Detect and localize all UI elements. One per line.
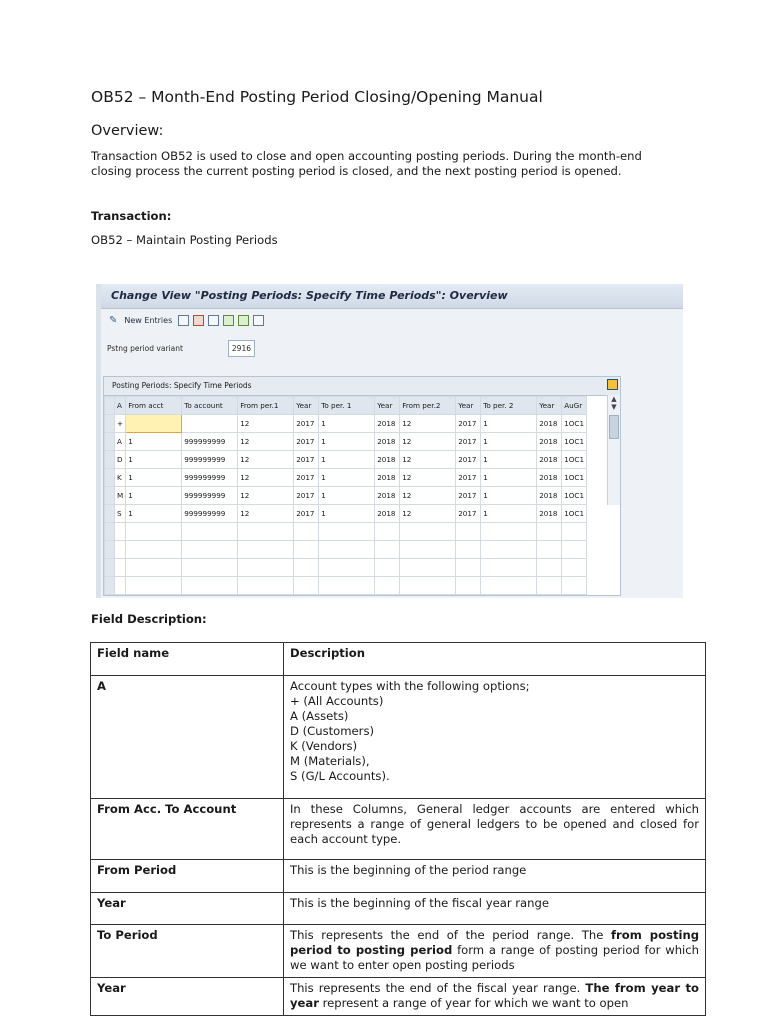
option-line: M (Materials), (290, 754, 370, 768)
field-name: Year (91, 978, 284, 1016)
row-selector[interactable] (105, 451, 115, 469)
grid-cell[interactable]: 999999999 (182, 433, 238, 451)
grid-cell[interactable]: 2017 (456, 469, 481, 487)
grid-cell[interactable]: D (115, 451, 126, 469)
row-selector[interactable] (105, 415, 115, 433)
col-header: To per. 1 (319, 397, 375, 415)
field-description-table (90, 642, 706, 1016)
field-description-heading: Field Description: (91, 612, 207, 626)
grid-cell[interactable]: 2018 (537, 415, 562, 433)
grid-cell[interactable]: 2017 (456, 433, 481, 451)
field-description: This is the beginning of the period range (284, 860, 706, 893)
header-description: Description (284, 643, 706, 676)
grid-cell[interactable]: 12 (400, 505, 456, 523)
grid-cell[interactable]: 2018 (375, 487, 400, 505)
grid-cell[interactable]: 1 (319, 505, 375, 523)
grid-cell[interactable]: 1 (319, 451, 375, 469)
grid-cell[interactable]: 1OC1 (562, 505, 587, 523)
grid-cell[interactable]: 2017 (294, 451, 319, 469)
grid-cell[interactable]: 12 (400, 469, 456, 487)
grid-cell[interactable]: 999999999 (182, 469, 238, 487)
grid-cell[interactable]: 1 (126, 433, 182, 451)
grid-cell[interactable]: 12 (238, 505, 294, 523)
grid-cell[interactable]: 12 (400, 487, 456, 505)
grid-cell[interactable]: 2018 (537, 433, 562, 451)
grid-cell[interactable]: 12 (238, 487, 294, 505)
new-entries-button[interactable]: New Entries (124, 315, 173, 325)
field-name: From Period (91, 860, 284, 893)
grid-cell[interactable]: 2017 (294, 487, 319, 505)
grid-cell[interactable]: 2017 (294, 505, 319, 523)
sap-toolbar (101, 309, 683, 331)
grid-cell[interactable]: 1 (319, 415, 375, 433)
col-header: From acct (126, 397, 182, 415)
pencil-glasses-icon[interactable]: ✎ (109, 314, 118, 326)
grid-cell[interactable]: 1 (126, 487, 182, 505)
grid-cell[interactable]: 1 (319, 487, 375, 505)
grid-row[interactable] (105, 469, 587, 487)
desc-bold: from posting period to posting period (290, 928, 700, 957)
field-description (284, 978, 706, 1016)
grid-row[interactable] (105, 415, 587, 433)
col-header: Year (456, 397, 481, 415)
option-line: + (All Accounts) (290, 694, 384, 708)
header-field-name: Field name (91, 643, 284, 676)
grid-cell[interactable]: 2017 (294, 415, 319, 433)
transaction-heading: Transaction: (91, 209, 172, 223)
grid-cell[interactable]: 12 (238, 451, 294, 469)
desc-text: This represents the end of the fiscal year range. (290, 981, 586, 995)
grid-cell[interactable]: 1OC1 (562, 433, 587, 451)
desc-text: This represents the end of the period range. The (290, 928, 611, 942)
transaction-name: OB52 – Maintain Posting Periods (91, 233, 278, 247)
col-header: To account (182, 397, 238, 415)
grid-cell[interactable]: 999999999 (182, 505, 238, 523)
overview-paragraph: Transaction OB52 is used to close and open accounting posting periods. During the month-end closing process the current posting period is closed, and the next posting period is opened. (91, 149, 642, 178)
overview-heading: Overview: (91, 123, 164, 139)
grid-row-empty[interactable] (105, 541, 587, 559)
option-line: S (G/L Accounts). (290, 769, 390, 783)
field-name: From Acc. To Account (91, 799, 284, 860)
grid-row[interactable] (105, 505, 587, 523)
grid-cell[interactable]: 2018 (375, 505, 400, 523)
grid-cell[interactable]: 2018 (375, 415, 400, 433)
grid-cell[interactable]: 999999999 (182, 487, 238, 505)
grid-cell[interactable]: A (115, 433, 126, 451)
field-row (91, 893, 706, 925)
grid-cell[interactable]: 1 (126, 505, 182, 523)
grid-row[interactable] (105, 487, 587, 505)
grid-cell[interactable]: 1OC1 (562, 487, 587, 505)
undo-icon[interactable] (208, 315, 219, 326)
grid-cell[interactable]: 1 (481, 415, 537, 433)
grid-cell[interactable]: 2018 (375, 433, 400, 451)
grid-cell[interactable]: 1OC1 (562, 469, 587, 487)
grid-cell[interactable]: 1 (319, 469, 375, 487)
grid-cell[interactable]: 2018 (375, 469, 400, 487)
select-block-icon[interactable] (238, 315, 249, 326)
grid-cell[interactable]: 1 (319, 433, 375, 451)
variant-label: Pstng period variant (107, 344, 183, 353)
grid-cell[interactable]: 2017 (294, 433, 319, 451)
grid-cell[interactable]: 1 (481, 451, 537, 469)
grid-cell[interactable]: 1OC1 (562, 451, 587, 469)
sap-screen-title: Change View "Posting Periods: Specify Time Periods": Overview (101, 284, 683, 309)
grid-cell[interactable]: 12 (400, 433, 456, 451)
option-line: K (Vendors) (290, 739, 358, 753)
option-line: A (Assets) (290, 709, 349, 723)
field-description: In these Columns, General ledger accounts are entered which represents a range of general ledgers to be opened and closed for each account type. (284, 799, 706, 860)
grid-scrollbar[interactable] (607, 395, 620, 505)
row-selector[interactable] (105, 469, 115, 487)
grid-row[interactable] (105, 433, 587, 451)
grid-cell[interactable]: 2017 (294, 469, 319, 487)
desc-text: form a range of posting period for which we want to enter open posting periods (290, 943, 699, 972)
col-header: To per. 2 (481, 397, 537, 415)
row-selector[interactable] (105, 505, 115, 523)
grid-table (104, 396, 587, 595)
grid-cell[interactable]: 2018 (537, 451, 562, 469)
field-row (91, 978, 706, 1016)
grid-cell[interactable]: 1 (126, 451, 182, 469)
row-selector[interactable] (105, 487, 115, 505)
grid-cell[interactable]: M (115, 487, 126, 505)
grid-cell[interactable]: 12 (238, 469, 294, 487)
option-line: Account types with the following options; (290, 679, 530, 693)
option-line: D (Customers) (290, 724, 375, 738)
grid-cell[interactable]: 2018 (537, 505, 562, 523)
grid-cell[interactable]: 999999999 (182, 451, 238, 469)
variant-row (107, 340, 255, 357)
desc-bold: The from year to year (290, 981, 699, 1010)
grid-cell[interactable]: 2017 (456, 505, 481, 523)
grid-row-empty[interactable] (105, 577, 587, 595)
row-selector[interactable] (105, 397, 115, 415)
grid-cell[interactable]: 2018 (537, 469, 562, 487)
grid-cell[interactable]: 2017 (456, 487, 481, 505)
grid-cell[interactable]: 1 (481, 487, 537, 505)
field-row (91, 799, 706, 860)
select-all-icon[interactable] (223, 315, 234, 326)
row-selector[interactable] (105, 433, 115, 451)
col-header: From per.1 (238, 397, 294, 415)
grid-row[interactable] (105, 451, 587, 469)
field-name: Year (91, 893, 284, 925)
grid-cell[interactable]: 2017 (456, 415, 481, 433)
grid-cell[interactable] (182, 415, 238, 433)
grid-cell[interactable]: 2018 (537, 487, 562, 505)
grid-cell[interactable]: 1 (481, 505, 537, 523)
grid-cell[interactable]: 2018 (375, 451, 400, 469)
field-table-header (91, 643, 706, 676)
field-description (284, 925, 706, 978)
grid-cell[interactable]: 12 (238, 415, 294, 433)
col-header: From per.2 (400, 397, 456, 415)
delete-icon[interactable] (193, 315, 204, 326)
field-row (91, 925, 706, 978)
col-header: Year (375, 397, 400, 415)
sap-screenshot (96, 284, 683, 598)
grid-title: Posting Periods: Specify Time Periods (104, 377, 620, 396)
deselect-all-icon[interactable] (253, 315, 264, 326)
grid-cell[interactable]: 1 (481, 469, 537, 487)
grid-cell[interactable]: 1OC1 (562, 415, 587, 433)
grid-cell[interactable]: S (115, 505, 126, 523)
posting-periods-grid (103, 376, 621, 596)
field-row (91, 676, 706, 799)
field-name: To Period (91, 925, 284, 978)
grid-header-row (105, 397, 587, 415)
grid-cell[interactable]: + (115, 415, 126, 433)
grid-cell[interactable]: 12 (238, 433, 294, 451)
grid-cell[interactable]: 12 (400, 451, 456, 469)
grid-row-empty[interactable] (105, 523, 587, 541)
col-header: Year (537, 397, 562, 415)
grid-cell[interactable]: 12 (400, 415, 456, 433)
grid-cell[interactable]: 1 (126, 469, 182, 487)
field-name: A (91, 676, 284, 799)
col-header: A (115, 397, 126, 415)
grid-cell[interactable] (126, 415, 182, 433)
grid-cell[interactable]: K (115, 469, 126, 487)
document-title: OB52 – Month-End Posting Period Closing/Opening Manual (91, 88, 543, 106)
copy-icon[interactable] (178, 315, 189, 326)
field-description: This is the beginning of the fiscal year range (284, 893, 706, 925)
scroll-thumb[interactable] (609, 415, 619, 439)
grid-cell[interactable]: 2017 (456, 451, 481, 469)
scroll-down-icon[interactable]: ▼ (611, 403, 617, 411)
field-description (284, 676, 706, 799)
col-header: AuGr (562, 397, 587, 415)
col-header: Year (294, 397, 319, 415)
desc-text: represent a range of year for which we want to open (318, 996, 629, 1010)
field-row (91, 860, 706, 893)
grid-cell[interactable]: 1 (481, 433, 537, 451)
column-settings-icon[interactable] (607, 379, 618, 390)
grid-row-empty[interactable] (105, 559, 587, 577)
variant-field[interactable]: 2916 (228, 340, 255, 357)
scroll-up-icon[interactable]: ▲ (611, 395, 617, 403)
